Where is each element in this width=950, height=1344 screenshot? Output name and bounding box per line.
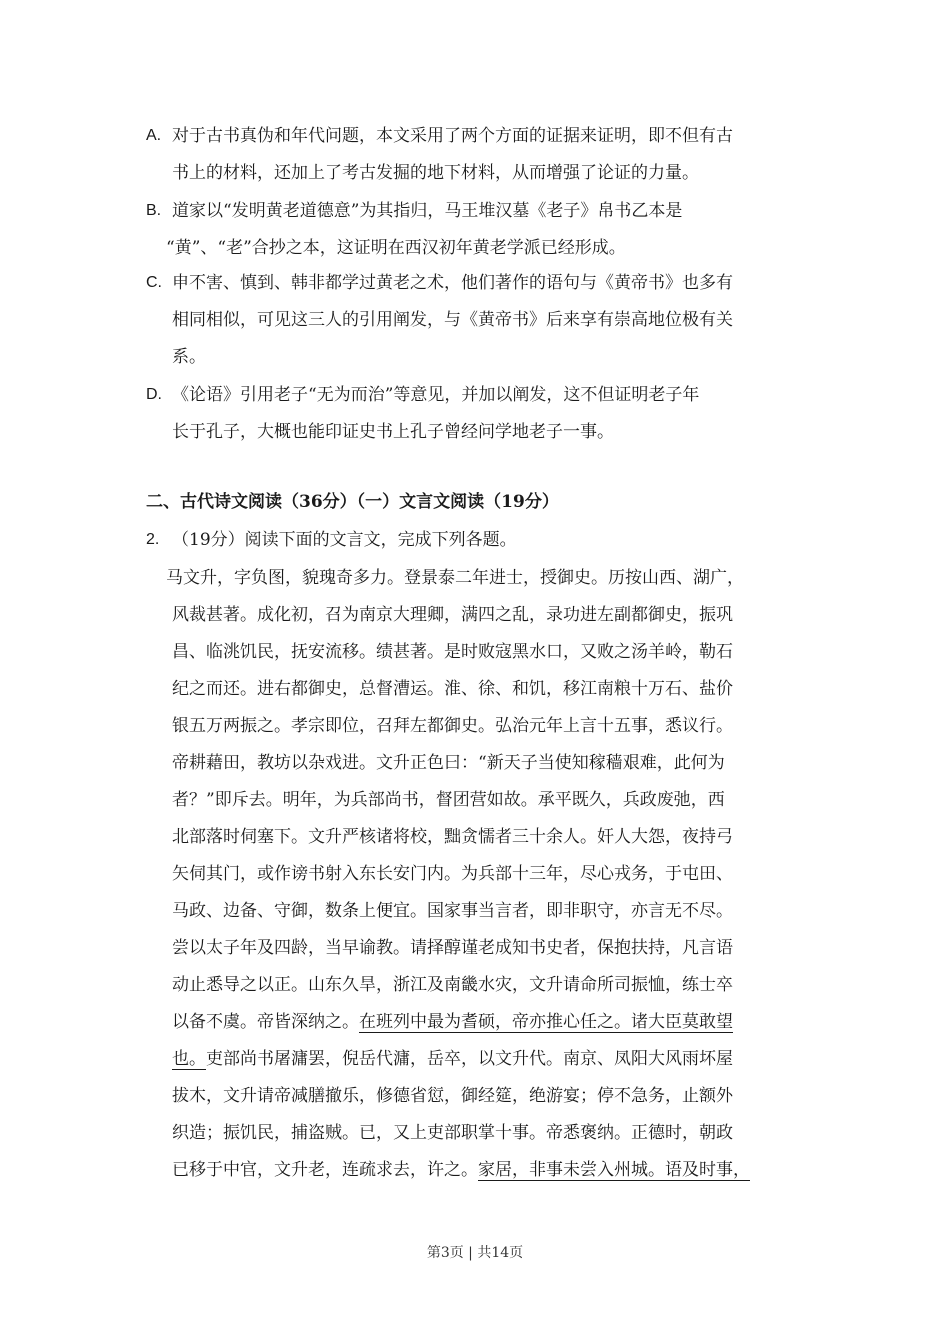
passage-line: 者？”即斥去。明年，为兵部尚书，督团营如故。承平既久，兵政废弛，西 bbox=[172, 790, 725, 810]
passage-line: 银五万两振之。孝宗即位，召拜左都御史。弘治元年上言十五事，悉议行。 bbox=[172, 716, 733, 736]
option-label: C. bbox=[146, 274, 162, 291]
option-text-line: 申不害、慎到、韩非都学过黄老之术，他们著作的语句与《黄帝书》也多有 bbox=[172, 273, 733, 293]
option-label: D. bbox=[146, 386, 162, 403]
option-text-line: 长于孔子，大概也能印证史书上孔子曾经问学地老子一事。 bbox=[172, 422, 614, 442]
page-footer: 第3页 | 共14页 bbox=[426, 1245, 524, 1261]
option-text-line: “黄”、“老”合抄之本，这证明在西汉初年黄老学派已经形成。 bbox=[166, 238, 626, 258]
passage-line: 马文升，字负图，貌瑰奇多力。登景泰二年进士，授御史。历按山西、湖广， bbox=[166, 568, 744, 588]
passage-line: 矢伺其门，或作谤书射入东长安门内。为兵部十三年，尽心戎务，于屯田、 bbox=[172, 864, 733, 884]
underlined-sentence: 在班列中最为耆硕，帝亦推心任之。诸大臣莫敢望 bbox=[359, 1012, 733, 1032]
passage-line: 马政、边备、守御，数条上便宜。国家事当言者，即非职守，亦言无不尽。 bbox=[172, 901, 733, 921]
option-text-line: 书上的材料，还加上了考古发掘的地下材料，从而增强了论证的力量。 bbox=[172, 163, 699, 183]
underlined-sentence: 家居，非事未尝入州城。语及时事， bbox=[478, 1160, 750, 1180]
passage-text: 以备不虞。帝皆深纳之。 bbox=[172, 1012, 359, 1032]
passage-line bbox=[172, 1158, 750, 1182]
option-label: A. bbox=[146, 127, 162, 144]
passage-line: 动止悉导之以正。山东久旱，浙江及南畿水灾，文升请命所司振恤，练士卒 bbox=[172, 975, 733, 995]
option-text-line: 系。 bbox=[172, 347, 206, 367]
question-number: 2. bbox=[146, 531, 160, 548]
passage-line bbox=[172, 1047, 733, 1071]
passage-text: 吏部尚书屠滽罢，倪岳代滽，岳卒，以文升代。南京、凤阳大风雨坏屋 bbox=[206, 1049, 733, 1069]
passage-line: 帝耕藉田，教坊以杂戏进。文升正色曰：“新天子当使知稼穑艰难，此何为 bbox=[172, 753, 725, 773]
passage-line bbox=[172, 1010, 733, 1034]
option-text-line: 对于古书真伪和年代问题，本文采用了两个方面的证据来证明，即不但有古 bbox=[172, 126, 733, 146]
option-text-line: 道家以“发明黄老道德意”为其指归，马王堆汉墓《老子》帛书乙本是 bbox=[172, 201, 683, 221]
option-text-line: 相同相似，可见这三人的引用阐发，与《黄帝书》后来享有崇高地位极有关 bbox=[172, 310, 733, 330]
passage-line: 尝以太子年及四龄，当早谕教。请择醇谨老成知书史者，保抱扶持，凡言语 bbox=[172, 938, 733, 958]
passage-line: 风裁甚著。成化初，召为南京大理卿，满四之乱，录功进左副都御史，振巩 bbox=[172, 605, 733, 625]
passage-text: 已移于中官，文升老，连疏求去，许之。 bbox=[172, 1160, 478, 1180]
option-text-line: 《论语》引用老子“无为而治”等意见，并加以阐发，这不但证明老子年 bbox=[172, 385, 700, 405]
underlined-sentence: 也。 bbox=[172, 1049, 206, 1069]
passage-line: 昌、临洮饥民，抚安流移。绩甚著。是时败寇黑水口，又败之汤羊岭，勒石 bbox=[172, 642, 733, 662]
passage-line: 纪之而还。进右都御史，总督漕运。淮、徐、和饥，移江南粮十万石、盐价 bbox=[172, 679, 733, 699]
section-heading: 二、古代诗文阅读（36分）（一）文言文阅读（19分） bbox=[146, 492, 559, 512]
question-prompt: （19分）阅读下面的文言文，完成下列各题。 bbox=[172, 530, 517, 550]
passage-line: 北部落时伺塞下。文升严核诸将校，黜贪懦者三十余人。奸人大怨，夜持弓 bbox=[172, 827, 733, 847]
passage-line: 织造；振饥民，捕盗贼。已，又上吏部职掌十事。帝悉褒纳。正德时，朝政 bbox=[172, 1123, 733, 1143]
option-label: B. bbox=[146, 202, 162, 219]
passage-line: 拔木，文升请帝减膳撤乐，修德省愆，御经筵，绝游宴；停不急务，止额外 bbox=[172, 1086, 733, 1106]
